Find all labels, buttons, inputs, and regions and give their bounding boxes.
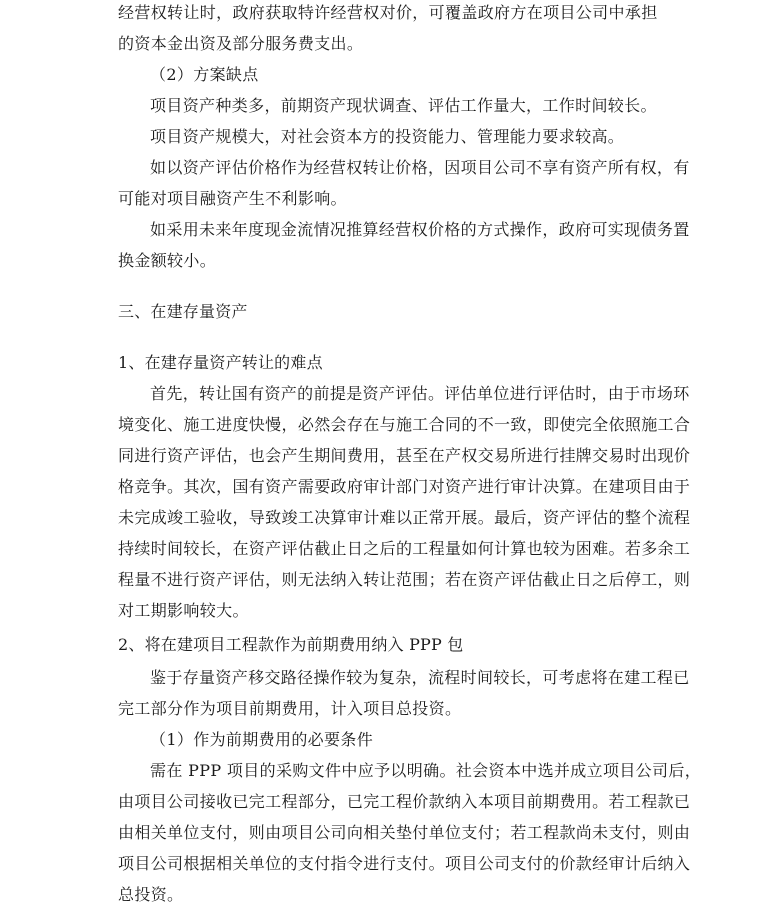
conditions-line: 项目公司根据相关单位的支付指令进行支付。项目公司支付的价款经审计后纳入 (118, 854, 691, 873)
shortcoming-paragraph-4-line-2: 换金额较小。 (118, 251, 217, 270)
section-3-1-title: 1、在建存量资产转让的难点 (118, 353, 323, 372)
section-3-2-title: 2、将在建项目工程款作为前期费用纳入 PPP 包 (118, 635, 464, 654)
intro-line-1: 经营权转让时，政府获取特许经营权对价，可覆盖政府方在项目公司中承担 (118, 3, 658, 22)
section-3-2-paragraph-1-line-2: 完工部分作为项目前期费用，计入项目总投资。 (118, 699, 462, 718)
section-3-title: 三、在建存量资产 (118, 302, 248, 321)
section-3-1-line: 同进行资产评估，也会产生期间费用，甚至在产权交易所进行挂牌交易时出现价 (118, 446, 691, 465)
conditions-line: 需在 PPP 项目的采购文件中应予以明确。社会资本中选并成立项目公司后， (150, 761, 702, 780)
shortcomings-heading: （2）方案缺点 (150, 65, 259, 84)
shortcoming-paragraph-1: 项目资产种类多，前期资产现状调查、评估工作量大，工作时间较长。 (150, 96, 657, 115)
section-3-2-paragraph-1-line-1: 鉴于存量资产移交路径操作较为复杂，流程时间较长，可考虑将在建工程已 (150, 668, 690, 687)
section-3-1-line: 持续时间较长，在资产评估截止日之后的工程量如何计算也较为困难。若多余工 (118, 539, 691, 558)
conditions-line: 由相关单位支付，则由项目公司向相关垫付单位支付；若工程款尚未支付，则由 (118, 823, 691, 842)
conditions-line: 由项目公司接收已完工程部分，已完工程价款纳入本项目前期费用。若工程款已 (118, 792, 691, 811)
shortcoming-paragraph-4-line-1: 如采用未来年度现金流情况推算经营权价格的方式操作，政府可实现债务置 (150, 220, 690, 239)
shortcoming-paragraph-2: 项目资产规模大，对社会资本方的投资能力、管理能力要求较高。 (150, 127, 625, 146)
conditions-heading: （1）作为前期费用的必要条件 (150, 730, 374, 749)
section-3-1-line: 程量不进行资产评估，则无法纳入转让范围；若在资产评估截止日之后停工，则 (118, 570, 691, 589)
intro-line-2: 的资本金出资及部分服务费支出。 (118, 34, 364, 53)
shortcoming-paragraph-3-line-1: 如以资产评估价格作为经营权转让价格，因项目公司不享有资产所有权，有 (150, 158, 690, 177)
section-3-1-line: 对工期影响较大。 (118, 601, 249, 620)
section-3-1-line: 首先，转让国有资产的前提是资产评估。评估单位进行评估时，由于市场环 (150, 384, 690, 403)
section-3-1-line: 未完成竣工验收，导致竣工决算审计难以正常开展。最后，资产评估的整个流程 (118, 508, 691, 527)
shortcoming-paragraph-3-line-2: 可能对项目融资产生不利影响。 (118, 189, 347, 208)
section-3-1-line: 境变化、施工进度快慢，必然会存在与施工合同的不一致，即使完全依照施工合 (118, 415, 691, 434)
conditions-line: 总投资。 (118, 885, 184, 904)
section-3-1-line: 格竞争。其次，国有资产需要政府审计部门对资产进行审计决算。在建项目由于 (118, 477, 691, 496)
